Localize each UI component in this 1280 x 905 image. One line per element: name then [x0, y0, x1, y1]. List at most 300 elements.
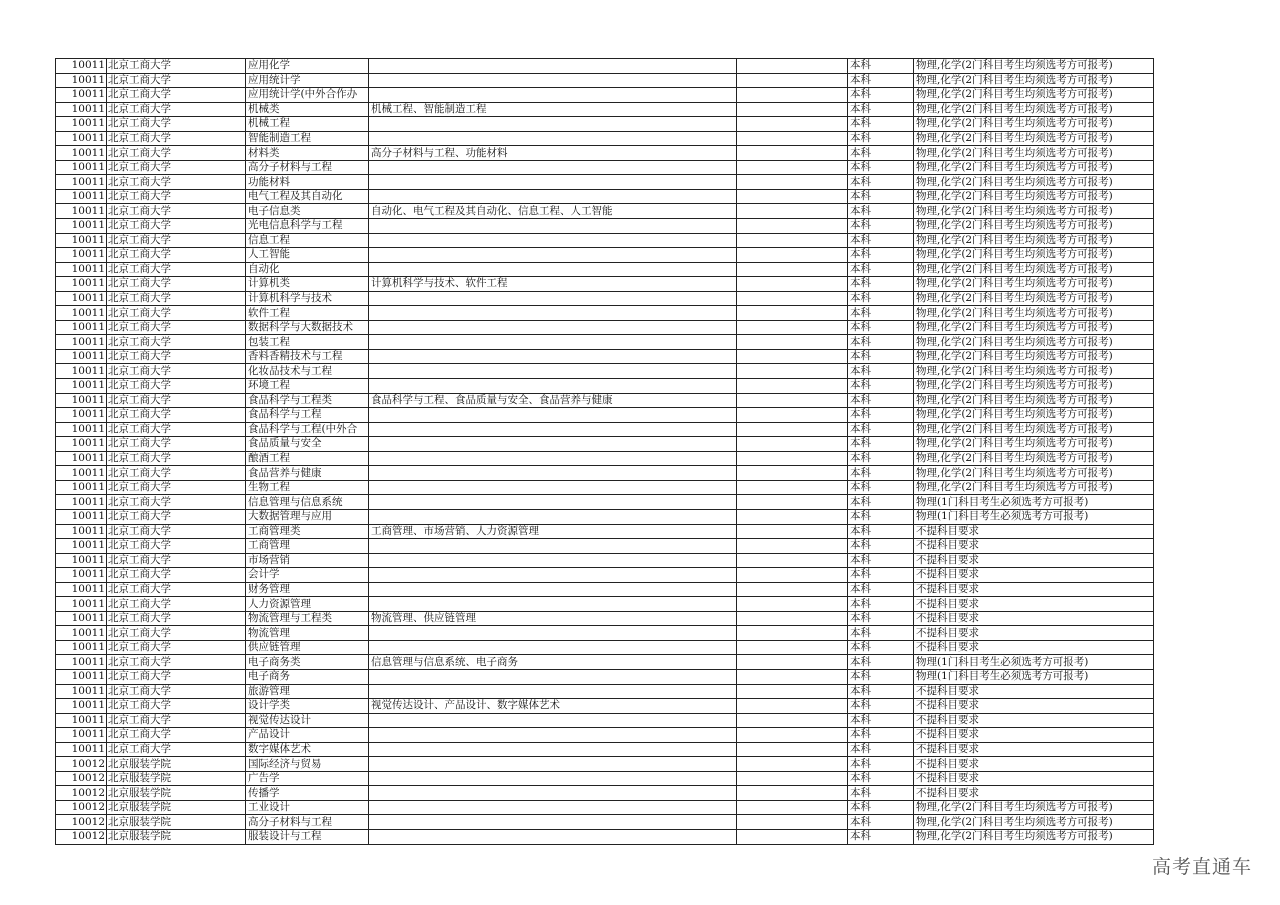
- cell-note: [737, 480, 848, 495]
- cell-level: 本科: [848, 669, 914, 684]
- cell-school-code: 10011: [56, 495, 107, 510]
- cell-school-code: 10011: [56, 189, 107, 204]
- cell-major: 电子商务: [246, 669, 369, 684]
- cell-included-majors: [369, 640, 737, 655]
- cell-major: 光电信息科学与工程: [246, 219, 369, 234]
- cell-university: 北京服装学院: [107, 757, 246, 772]
- cell-university: 北京工商大学: [107, 495, 246, 510]
- cell-university: 北京工商大学: [107, 422, 246, 437]
- table-row: [56, 786, 1154, 801]
- cell-school-code: 10011: [56, 175, 107, 190]
- cell-subject-requirement: 物理,化学(2门科目考生均须选考方可报考): [914, 349, 1154, 364]
- cell-subject-requirement: 物理,化学(2门科目考生均须选考方可报考): [914, 364, 1154, 379]
- cell-university: 北京工商大学: [107, 219, 246, 234]
- cell-included-majors: [369, 73, 737, 88]
- table-body: [56, 59, 1154, 845]
- table-row: [56, 742, 1154, 757]
- cell-included-majors: [369, 291, 737, 306]
- cell-university: 北京服装学院: [107, 815, 246, 830]
- cell-major: 电子信息类: [246, 204, 369, 219]
- cell-note: [737, 539, 848, 554]
- cell-subject-requirement: 不提科目要求: [914, 539, 1154, 554]
- cell-school-code: 10011: [56, 160, 107, 175]
- table-row: [56, 495, 1154, 510]
- cell-school-code: 10011: [56, 742, 107, 757]
- cell-note: [737, 611, 848, 626]
- table-row: [56, 655, 1154, 670]
- cell-major: 食品科学与工程: [246, 408, 369, 423]
- cell-university: 北京工商大学: [107, 160, 246, 175]
- cell-subject-requirement: 不提科目要求: [914, 597, 1154, 612]
- cell-university: 北京工商大学: [107, 437, 246, 452]
- cell-major: 食品科学与工程(中外合: [246, 422, 369, 437]
- cell-subject-requirement: 不提科目要求: [914, 611, 1154, 626]
- cell-subject-requirement: 不提科目要求: [914, 728, 1154, 743]
- cell-included-majors: [369, 669, 737, 684]
- cell-university: 北京工商大学: [107, 742, 246, 757]
- cell-major: 应用统计学: [246, 73, 369, 88]
- cell-note: [737, 742, 848, 757]
- cell-subject-requirement: 不提科目要求: [914, 640, 1154, 655]
- cell-university: 北京工商大学: [107, 568, 246, 583]
- cell-note: [737, 393, 848, 408]
- cell-included-majors: 高分子材料与工程、功能材料: [369, 146, 737, 161]
- cell-university: 北京服装学院: [107, 771, 246, 786]
- table-row: [56, 669, 1154, 684]
- cell-major: 软件工程: [246, 306, 369, 321]
- cell-note: [737, 189, 848, 204]
- cell-subject-requirement: 不提科目要求: [914, 699, 1154, 714]
- subject-requirements-table: [55, 58, 1154, 845]
- cell-major: 物流管理: [246, 626, 369, 641]
- cell-note: [737, 509, 848, 524]
- cell-major: 财务管理: [246, 582, 369, 597]
- cell-school-code: 10011: [56, 131, 107, 146]
- cell-note: [737, 117, 848, 132]
- cell-note: [737, 335, 848, 350]
- cell-level: 本科: [848, 320, 914, 335]
- table-row: [56, 320, 1154, 335]
- cell-subject-requirement: 物理,化学(2门科目考生均须选考方可报考): [914, 437, 1154, 452]
- table-row: [56, 146, 1154, 161]
- cell-included-majors: [369, 771, 737, 786]
- cell-included-majors: 物流管理、供应链管理: [369, 611, 737, 626]
- cell-subject-requirement: 物理,化学(2门科目考生均须选考方可报考): [914, 408, 1154, 423]
- table-row: [56, 364, 1154, 379]
- cell-included-majors: [369, 800, 737, 815]
- cell-school-code: 10011: [56, 597, 107, 612]
- table-row: [56, 713, 1154, 728]
- cell-major: 机械类: [246, 102, 369, 117]
- cell-major: 传播学: [246, 786, 369, 801]
- cell-university: 北京工商大学: [107, 669, 246, 684]
- cell-level: 本科: [848, 349, 914, 364]
- cell-note: [737, 451, 848, 466]
- table-row: [56, 277, 1154, 292]
- cell-school-code: 10012: [56, 786, 107, 801]
- cell-university: 北京工商大学: [107, 364, 246, 379]
- cell-note: [737, 277, 848, 292]
- cell-major: 电子商务类: [246, 655, 369, 670]
- cell-major: 功能材料: [246, 175, 369, 190]
- cell-level: 本科: [848, 524, 914, 539]
- cell-note: [737, 102, 848, 117]
- cell-school-code: 10011: [56, 626, 107, 641]
- cell-major: 供应链管理: [246, 640, 369, 655]
- cell-included-majors: [369, 88, 737, 103]
- cell-note: [737, 437, 848, 452]
- cell-included-majors: [369, 626, 737, 641]
- cell-included-majors: [369, 379, 737, 394]
- cell-subject-requirement: 物理,化学(2门科目考生均须选考方可报考): [914, 829, 1154, 844]
- cell-university: 北京工商大学: [107, 379, 246, 394]
- cell-university: 北京工商大学: [107, 699, 246, 714]
- table-row: [56, 451, 1154, 466]
- cell-university: 北京服装学院: [107, 800, 246, 815]
- cell-included-majors: [369, 160, 737, 175]
- table-row: [56, 175, 1154, 190]
- cell-major: 自动化: [246, 262, 369, 277]
- cell-note: [737, 131, 848, 146]
- cell-major: 应用化学: [246, 59, 369, 74]
- table-row: [56, 480, 1154, 495]
- cell-level: 本科: [848, 539, 914, 554]
- cell-school-code: 10011: [56, 248, 107, 263]
- cell-school-code: 10012: [56, 800, 107, 815]
- cell-school-code: 10011: [56, 219, 107, 234]
- cell-included-majors: [369, 306, 737, 321]
- cell-included-majors: [369, 582, 737, 597]
- cell-included-majors: [369, 320, 737, 335]
- cell-included-majors: [369, 131, 737, 146]
- cell-level: 本科: [848, 291, 914, 306]
- cell-level: 本科: [848, 379, 914, 394]
- cell-school-code: 10011: [56, 349, 107, 364]
- cell-level: 本科: [848, 262, 914, 277]
- cell-university: 北京工商大学: [107, 509, 246, 524]
- cell-major: 市场营销: [246, 553, 369, 568]
- cell-major: 工业设计: [246, 800, 369, 815]
- cell-subject-requirement: 不提科目要求: [914, 524, 1154, 539]
- cell-major: 材料类: [246, 146, 369, 161]
- cell-university: 北京工商大学: [107, 480, 246, 495]
- cell-subject-requirement: 物理,化学(2门科目考生均须选考方可报考): [914, 306, 1154, 321]
- table-row: [56, 379, 1154, 394]
- cell-level: 本科: [848, 408, 914, 423]
- cell-included-majors: [369, 219, 737, 234]
- cell-major: 信息工程: [246, 233, 369, 248]
- cell-major: 工商管理: [246, 539, 369, 554]
- cell-subject-requirement: 物理(1门科目考生必须选考方可报考): [914, 669, 1154, 684]
- cell-subject-requirement: 不提科目要求: [914, 757, 1154, 772]
- table-row: [56, 611, 1154, 626]
- cell-level: 本科: [848, 59, 914, 74]
- cell-subject-requirement: 物理,化学(2门科目考生均须选考方可报考): [914, 466, 1154, 481]
- cell-university: 北京工商大学: [107, 524, 246, 539]
- cell-university: 北京工商大学: [107, 597, 246, 612]
- cell-note: [737, 495, 848, 510]
- cell-level: 本科: [848, 117, 914, 132]
- cell-level: 本科: [848, 713, 914, 728]
- cell-major: 人工智能: [246, 248, 369, 263]
- cell-major: 智能制造工程: [246, 131, 369, 146]
- cell-included-majors: [369, 248, 737, 263]
- cell-note: [737, 815, 848, 830]
- cell-included-majors: 工商管理、市场营销、人力资源管理: [369, 524, 737, 539]
- cell-subject-requirement: 物理,化学(2门科目考生均须选考方可报考): [914, 131, 1154, 146]
- cell-note: [737, 59, 848, 74]
- cell-level: 本科: [848, 480, 914, 495]
- cell-school-code: 10011: [56, 713, 107, 728]
- cell-note: [737, 553, 848, 568]
- cell-university: 北京工商大学: [107, 408, 246, 423]
- cell-university: 北京工商大学: [107, 262, 246, 277]
- cell-school-code: 10011: [56, 320, 107, 335]
- table-row: [56, 102, 1154, 117]
- cell-school-code: 10011: [56, 466, 107, 481]
- cell-level: 本科: [848, 146, 914, 161]
- cell-major: 酿酒工程: [246, 451, 369, 466]
- cell-subject-requirement: 物理,化学(2门科目考生均须选考方可报考): [914, 117, 1154, 132]
- cell-included-majors: 视觉传达设计、产品设计、数字媒体艺术: [369, 699, 737, 714]
- cell-school-code: 10011: [56, 277, 107, 292]
- cell-included-majors: 自动化、电气工程及其自动化、信息工程、人工智能: [369, 204, 737, 219]
- cell-included-majors: [369, 495, 737, 510]
- cell-school-code: 10011: [56, 437, 107, 452]
- cell-school-code: 10011: [56, 524, 107, 539]
- cell-included-majors: [369, 509, 737, 524]
- cell-school-code: 10012: [56, 771, 107, 786]
- cell-note: [737, 655, 848, 670]
- cell-university: 北京服装学院: [107, 829, 246, 844]
- cell-included-majors: [369, 742, 737, 757]
- cell-school-code: 10011: [56, 262, 107, 277]
- cell-university: 北京工商大学: [107, 59, 246, 74]
- table-row: [56, 568, 1154, 583]
- cell-note: [737, 233, 848, 248]
- table-row: [56, 335, 1154, 350]
- cell-major: 计算机科学与技术: [246, 291, 369, 306]
- cell-note: [737, 262, 848, 277]
- cell-subject-requirement: 物理,化学(2门科目考生均须选考方可报考): [914, 393, 1154, 408]
- table-row: [56, 59, 1154, 74]
- cell-major: 国际经济与贸易: [246, 757, 369, 772]
- cell-included-majors: [369, 437, 737, 452]
- cell-university: 北京工商大学: [107, 335, 246, 350]
- cell-subject-requirement: 物理(1门科目考生必须选考方可报考): [914, 509, 1154, 524]
- cell-included-majors: [369, 408, 737, 423]
- cell-major: 环境工程: [246, 379, 369, 394]
- cell-level: 本科: [848, 189, 914, 204]
- cell-note: [737, 713, 848, 728]
- cell-level: 本科: [848, 815, 914, 830]
- table-row: [56, 408, 1154, 423]
- cell-level: 本科: [848, 626, 914, 641]
- cell-school-code: 10011: [56, 306, 107, 321]
- cell-university: 北京工商大学: [107, 655, 246, 670]
- cell-university: 北京工商大学: [107, 320, 246, 335]
- table-row: [56, 771, 1154, 786]
- cell-note: [737, 204, 848, 219]
- cell-level: 本科: [848, 597, 914, 612]
- cell-included-majors: [369, 815, 737, 830]
- table-row: [56, 233, 1154, 248]
- cell-school-code: 10011: [56, 364, 107, 379]
- cell-university: 北京工商大学: [107, 640, 246, 655]
- cell-included-majors: [369, 422, 737, 437]
- cell-university: 北京工商大学: [107, 713, 246, 728]
- cell-school-code: 10011: [56, 582, 107, 597]
- cell-school-code: 10011: [56, 553, 107, 568]
- table-row: [56, 349, 1154, 364]
- cell-note: [737, 757, 848, 772]
- table-row: [56, 117, 1154, 132]
- table-row: [56, 757, 1154, 772]
- cell-subject-requirement: 物理,化学(2门科目考生均须选考方可报考): [914, 262, 1154, 277]
- cell-level: 本科: [848, 829, 914, 844]
- cell-university: 北京工商大学: [107, 684, 246, 699]
- cell-school-code: 10011: [56, 59, 107, 74]
- cell-subject-requirement: 物理,化学(2门科目考生均须选考方可报考): [914, 233, 1154, 248]
- cell-level: 本科: [848, 568, 914, 583]
- cell-note: [737, 88, 848, 103]
- cell-note: [737, 408, 848, 423]
- cell-level: 本科: [848, 509, 914, 524]
- cell-level: 本科: [848, 437, 914, 452]
- cell-note: [737, 248, 848, 263]
- cell-subject-requirement: 物理,化学(2门科目考生均须选考方可报考): [914, 160, 1154, 175]
- cell-level: 本科: [848, 582, 914, 597]
- cell-level: 本科: [848, 451, 914, 466]
- cell-university: 北京工商大学: [107, 146, 246, 161]
- cell-subject-requirement: 不提科目要求: [914, 553, 1154, 568]
- cell-included-majors: [369, 233, 737, 248]
- table-row: [56, 728, 1154, 743]
- cell-university: 北京工商大学: [107, 539, 246, 554]
- cell-note: [737, 73, 848, 88]
- cell-subject-requirement: 不提科目要求: [914, 626, 1154, 641]
- cell-note: [737, 524, 848, 539]
- table-row: [56, 189, 1154, 204]
- cell-level: 本科: [848, 684, 914, 699]
- cell-note: [737, 786, 848, 801]
- cell-level: 本科: [848, 640, 914, 655]
- cell-included-majors: 机械工程、智能制造工程: [369, 102, 737, 117]
- cell-school-code: 10011: [56, 291, 107, 306]
- cell-included-majors: [369, 480, 737, 495]
- cell-school-code: 10011: [56, 204, 107, 219]
- cell-subject-requirement: 物理,化学(2门科目考生均须选考方可报考): [914, 204, 1154, 219]
- cell-school-code: 10011: [56, 480, 107, 495]
- cell-included-majors: [369, 713, 737, 728]
- table-row: [56, 466, 1154, 481]
- cell-note: [737, 582, 848, 597]
- cell-major: 包装工程: [246, 335, 369, 350]
- cell-note: [737, 175, 848, 190]
- cell-subject-requirement: 不提科目要求: [914, 771, 1154, 786]
- cell-subject-requirement: 物理,化学(2门科目考生均须选考方可报考): [914, 379, 1154, 394]
- cell-major: 生物工程: [246, 480, 369, 495]
- cell-subject-requirement: 物理,化学(2门科目考生均须选考方可报考): [914, 146, 1154, 161]
- cell-school-code: 10011: [56, 393, 107, 408]
- cell-level: 本科: [848, 219, 914, 234]
- table-row: [56, 393, 1154, 408]
- cell-major: 应用统计学(中外合作办: [246, 88, 369, 103]
- cell-major: 会计学: [246, 568, 369, 583]
- cell-level: 本科: [848, 160, 914, 175]
- cell-note: [737, 640, 848, 655]
- cell-university: 北京工商大学: [107, 349, 246, 364]
- cell-level: 本科: [848, 393, 914, 408]
- cell-note: [737, 568, 848, 583]
- cell-subject-requirement: 不提科目要求: [914, 713, 1154, 728]
- cell-major: 物流管理与工程类: [246, 611, 369, 626]
- cell-major: 设计学类: [246, 699, 369, 714]
- cell-level: 本科: [848, 553, 914, 568]
- cell-level: 本科: [848, 611, 914, 626]
- cell-included-majors: [369, 539, 737, 554]
- cell-school-code: 10011: [56, 233, 107, 248]
- table-row: [56, 539, 1154, 554]
- cell-major: 数据科学与大数据技术: [246, 320, 369, 335]
- table-row: [56, 248, 1154, 263]
- cell-major: 香料香精技术与工程: [246, 349, 369, 364]
- cell-major: 计算机类: [246, 277, 369, 292]
- cell-major: 广告学: [246, 771, 369, 786]
- cell-major: 化妆品技术与工程: [246, 364, 369, 379]
- cell-university: 北京服装学院: [107, 786, 246, 801]
- cell-note: [737, 422, 848, 437]
- cell-included-majors: 食品科学与工程、食品质量与安全、食品营养与健康: [369, 393, 737, 408]
- cell-level: 本科: [848, 88, 914, 103]
- table-row: [56, 684, 1154, 699]
- cell-included-majors: [369, 262, 737, 277]
- cell-subject-requirement: 物理,化学(2门科目考生均须选考方可报考): [914, 189, 1154, 204]
- watermark-text: 高考直通车: [1151, 856, 1252, 878]
- cell-subject-requirement: 物理,化学(2门科目考生均须选考方可报考): [914, 175, 1154, 190]
- cell-major: 产品设计: [246, 728, 369, 743]
- cell-note: [737, 626, 848, 641]
- cell-included-majors: 信息管理与信息系统、电子商务: [369, 655, 737, 670]
- cell-school-code: 10011: [56, 728, 107, 743]
- cell-subject-requirement: 物理,化学(2门科目考生均须选考方可报考): [914, 102, 1154, 117]
- cell-school-code: 10011: [56, 684, 107, 699]
- cell-school-code: 10011: [56, 335, 107, 350]
- cell-included-majors: [369, 568, 737, 583]
- cell-major: 工商管理类: [246, 524, 369, 539]
- table-row: [56, 815, 1154, 830]
- cell-university: 北京工商大学: [107, 626, 246, 641]
- cell-level: 本科: [848, 422, 914, 437]
- cell-major: 高分子材料与工程: [246, 815, 369, 830]
- cell-note: [737, 379, 848, 394]
- cell-university: 北京工商大学: [107, 248, 246, 263]
- cell-university: 北京工商大学: [107, 102, 246, 117]
- cell-included-majors: [369, 189, 737, 204]
- cell-note: [737, 699, 848, 714]
- cell-level: 本科: [848, 495, 914, 510]
- cell-subject-requirement: 不提科目要求: [914, 582, 1154, 597]
- cell-subject-requirement: 物理,化学(2门科目考生均须选考方可报考): [914, 59, 1154, 74]
- cell-subject-requirement: 物理,化学(2门科目考生均须选考方可报考): [914, 800, 1154, 815]
- cell-major: 高分子材料与工程: [246, 160, 369, 175]
- cell-level: 本科: [848, 248, 914, 263]
- cell-university: 北京工商大学: [107, 466, 246, 481]
- table-row: [56, 219, 1154, 234]
- cell-included-majors: [369, 175, 737, 190]
- cell-university: 北京工商大学: [107, 291, 246, 306]
- cell-school-code: 10011: [56, 73, 107, 88]
